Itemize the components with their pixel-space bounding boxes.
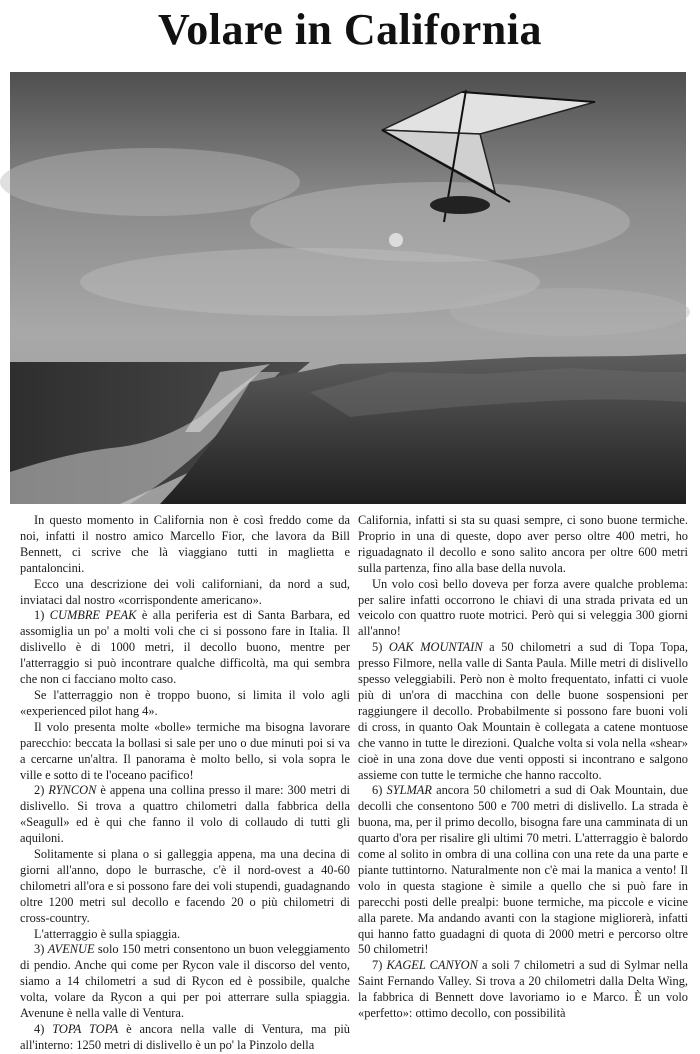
site-text: a 50 chilometri a sud di Topa Topa, presso Filmore, nella valle di Santa Paula. Mille metri di dislivello spesso veleggiabili. Però non è molto frequentato, infatti ci vuole più di un'ora di macchina con delle buone sospensioni per raggiungere il decollo. Probabilmente si possono fare buoni voli di cross, in quanto Oak Mountain è collegata a catene montuose che vanno in tutte le direzioni. Qualche volta si vola nella «shear» cioè in una zona dove due venti opposti si incontrano e salgono assieme con tutte le termiche che hanno raccolto. [358, 640, 688, 782]
article-column-left [20, 513, 350, 1052]
site-text: solo 150 metri consentono un buon veleggiamento di pendio. Anche qui come per Rycon vale il discorso del vento, siamo a 14 chilometri a sud di Rycon ed è possibile, qualche volta, volare da Rycon a qui per poi atterrare sulla spiaggia. Avenune è nella valle di Ventura. [20, 942, 350, 1021]
site-number: 1) [34, 608, 45, 623]
site-paragraph-sylmar [358, 783, 688, 958]
site-paragraph-kagel-canyon [358, 958, 688, 1022]
hang-glider-photo [10, 72, 686, 504]
site-name: TOPA TOPA [52, 1022, 119, 1036]
site-text: è appena una collina presso il mare: 300 metri di dislivello. Si trova a quattro chilometri dalla fabbrica della «Seagull» ed è qui che fanno il volo di collaudo di tutti gli aquiloni. [20, 783, 350, 846]
site-paragraph-avenue [20, 942, 350, 1022]
site-number: 2) [34, 783, 45, 798]
site-text: a soli 7 chilometri a sud di Sylmar nella Saint Fernando Valley. Si trova a 20 chilometri dalla Delta Wing, la fabbrica di Bennett dove lavoriamo io e Marco. È un volo «perfetto»: ottimo decollo, con possibilità [358, 958, 688, 1021]
site-number: 5) [372, 640, 383, 655]
article-headline: Volare in California [157, 5, 543, 54]
site-name: OAK MOUNTAIN [388, 640, 483, 655]
site-number: 4) [34, 1022, 45, 1036]
site-text: ancora 50 chilometri a sud di Oak Mountain, due decolli che consentono 500 e 700 metri di dislivello. La strada è buona, ma, per il primo decollo, bisogna fare una camminata di un quarto d'ora per risalire gli ultimi 70 metri. L'atterraggio è balordo come al solito in ombra di una collina con una rete da una parte e piante tuttintorno. Naturalmente non c'è mai la manica a vento! Il volo in questa stagione è simile a quello che si può fare in parecchi posti delle prealpi: buone termiche, ma piccole e vicine alla parete. Ma andando avanti con la stagione migliorerà, infatti qui hanno fatto guadagni di quota di 2000 metri e percorso oltre 50 chilometri! [358, 783, 688, 957]
intro-paragraph: Ecco una descrizione dei voli californiani, da nord a sud, inviataci dal nostro «corrispondente americano». [20, 576, 350, 607]
site-paragraph-cumbre-peak [20, 608, 350, 688]
body-paragraph: Un volo così bello doveva per forza avere qualche problema: per salire infatti occorrono le chiavi di una strada privata ed un veicolo con quattro ruote motrici. Però qui si veleggia 300 giorni all'anno! [358, 576, 688, 639]
body-paragraph: Se l'atterraggio non è troppo buono, si limita il volo agli «experienced pilot hang 4». [20, 687, 350, 718]
site-name: KAGEL CANYON [386, 958, 478, 973]
site-name: AVENUE [47, 942, 95, 957]
site-number: 6) [372, 783, 383, 798]
site-paragraph-topa-topa [20, 1022, 350, 1054]
site-number: 3) [34, 942, 45, 957]
site-paragraph-oak-mountain [358, 640, 688, 783]
site-text: è ancora nella valle di Ventura, ma più all'interno: 1250 metri di dislivello è un po' la Pinzolo della [20, 1022, 350, 1052]
body-paragraph: Il volo presenta molte «bolle» termiche ma bisogna lavorare parecchio: beccata la bollasi si sale per uno o due minuti poi si va a cercarne un'altra. Il panorama è molto bello, si vola sopra le ville e sotto di te l'oceano pacifico! [20, 719, 350, 782]
site-name: RYNCON [48, 783, 97, 798]
site-name: SYLMAR [386, 783, 432, 798]
site-name: CUMBRE PEAK [49, 608, 137, 623]
site-number: 7) [372, 958, 383, 973]
body-paragraph: L'atterraggio è sulla spiaggia. [34, 926, 181, 941]
intro-paragraph: In questo momento in California non è così freddo come da noi, infatti il nostro amico Marcello Fior, che lavora da Bill Bennett, ci scrive che là viaggiano tutti in maglietta e pantaloncini. [20, 513, 350, 575]
body-paragraph: Solitamente si plana o si galleggia appena, ma una decina di giorni all'anno, dopo le burrasche, c'è il nord-ovest a 40-60 chilometri all'ora e si possono fare dei voli stupendi, guadagnando oltre 1200 metri sul decollo e facendo 20 o più chilometri di cross-country. [20, 847, 350, 925]
site-text: è alla periferia est di Santa Barbara, ed assomiglia un po' a molti voli che ci si possono fare in Italia. Il dislivello è di 1000 metri, il decollo buono, mentre per l'atterraggio si può incontrare qualche difficoltà, ma qui sembra che non ci facciano molto caso. [20, 608, 350, 687]
continued-paragraph: California, infatti si sta su quasi sempre, ci sono buone termiche. Proprio in una di queste, dopo aver perso oltre 400 metri, ho riguadagnato il decollo e sono salito ancora per oltre 600 metri sulla partenza, fino alla base della nuvola. [358, 513, 688, 575]
coastal-landscape-illustration [10, 72, 686, 504]
article-column-right [358, 513, 688, 1021]
site-paragraph-rycon [20, 783, 350, 847]
